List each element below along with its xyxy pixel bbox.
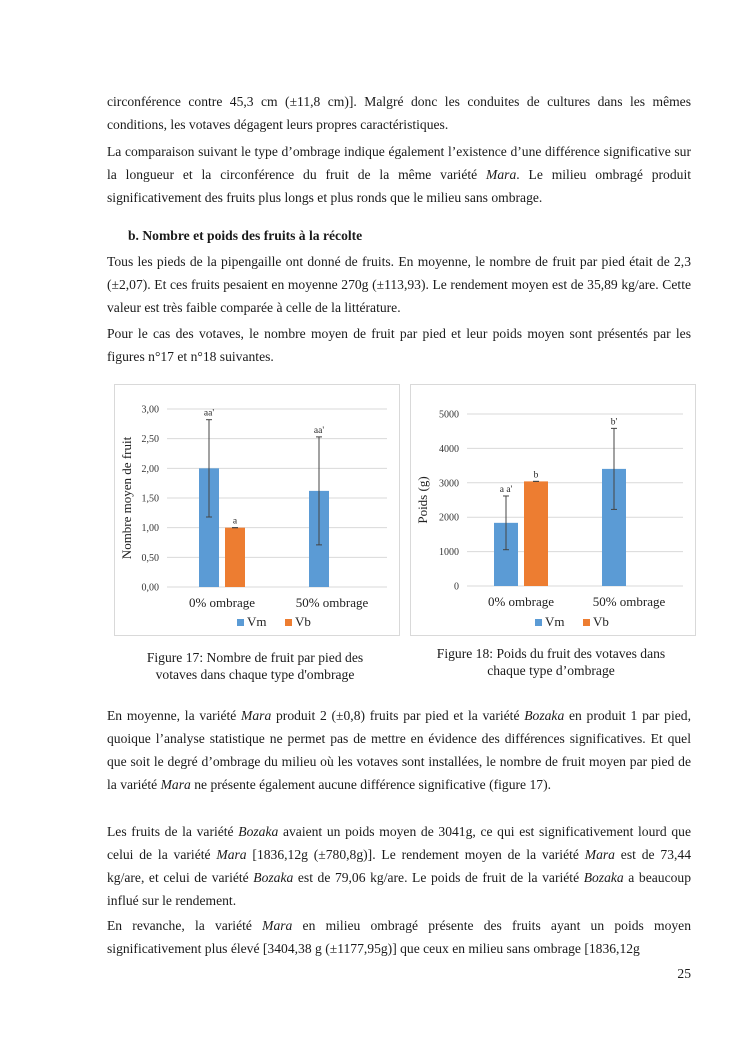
figure-17-caption: Figure 17: Nombre de fruit par pied des votaves dans chaque type d'ombrage	[146, 650, 364, 682]
fig17-y-tick-label: 2,50	[141, 434, 159, 446]
fig17-y-tick-label: 2,00	[141, 463, 159, 475]
fig17-significance-label: a	[232, 516, 238, 527]
fig17-legend-swatch-vb	[285, 619, 292, 626]
fig17-y-tick-label: 1,00	[141, 523, 159, 535]
fig17-y-tick-label: 3,00	[141, 404, 159, 416]
figure-17-chart	[114, 384, 400, 636]
fig18-legend-label: Vm	[545, 614, 565, 629]
fig17-y-axis-label: Nombre moyen de fruit	[119, 436, 134, 560]
fig17-significance-label: aa'	[203, 408, 215, 419]
page-number: 25	[677, 966, 691, 981]
fig17-y-tick-label: 1,50	[141, 493, 159, 505]
fig17-bar-vb	[225, 528, 245, 587]
fig17-legend-label: Vm	[247, 614, 267, 629]
figure-18-caption: Figure 18: Poids du fruit des votaves dans chaque type d’ombrage	[436, 646, 666, 678]
paragraph-pipengaille: Tous les pieds de la pipengaille ont donné de fruits. En moyenne, le nombre de fruit par pied était de 2,3 (±2,07). Et ces fruits pesaient en moyenne 270g (±113,93). Le rendement moyen est de 35,89 kg/are. Cette valeur est très faible comparée à celle de la littérature.	[107, 254, 691, 315]
fig18-y-axis-label: Poids (g)	[415, 476, 430, 524]
fig18-significance-label: b	[533, 470, 539, 481]
fig18-y-tick-label: 1000	[439, 547, 459, 559]
fig17-legend-swatch-vm	[237, 619, 244, 626]
fig18-significance-label: a a'	[499, 484, 513, 495]
fig18-y-tick-label: 5000	[439, 409, 459, 421]
fig17-legend-label: Vb	[295, 614, 311, 629]
figure-18-chart	[410, 384, 696, 636]
fig18-legend-swatch-vb	[583, 619, 590, 626]
fig18-category-label: 0% ombrage	[487, 594, 555, 609]
fig18-bar-vb	[524, 481, 548, 586]
fig18-y-tick-label: 3000	[439, 478, 459, 490]
fig17-y-tick-label: 0,00	[141, 582, 159, 594]
fig18-legend-swatch-vm	[535, 619, 542, 626]
fig17-category-label: 0% ombrage	[188, 595, 256, 610]
fig18-category-label: 50% ombrage	[592, 594, 666, 609]
paragraph-ombrage-comparison: La comparaison suivant le type d’ombrage indique également l’existence d’une différence significative sur la longueur et la circonférence du fruit de la même variété Mara. Le milieu ombragé produit significativement des fruits plus longs et plus ronds que le milieu sans ombrage.	[107, 144, 691, 205]
chart-17-svg	[115, 385, 399, 635]
fig17-significance-label: aa'	[313, 425, 325, 436]
fig18-y-tick-label: 0	[454, 581, 459, 593]
fig18-legend-label: Vb	[593, 614, 609, 629]
fig17-y-tick-label: 0,50	[141, 552, 159, 564]
fig18-y-tick-label: 2000	[439, 512, 459, 524]
section-heading: b. Nombre et poids des fruits à la récolte	[128, 228, 363, 243]
fig18-significance-label: b'	[610, 417, 618, 428]
fig18-y-tick-label: 4000	[439, 443, 459, 455]
paragraph-mara-ombrage: En revanche, la variété Mara en milieu ombragé présente des fruits ayant un poids moyen significativement plus élevé [3404,38 g (±1177,95g)] que ceux en milieu sans ombrage [1836,12g	[107, 918, 691, 956]
paragraph-intro: circonférence contre 45,3 cm (±11,8 cm)]. Malgré donc les conduites de cultures dans les mêmes conditions, les votaves dégagent leurs propres caractéristiques.	[107, 94, 691, 132]
fig17-category-label: 50% ombrage	[295, 595, 369, 610]
paragraph-fruit-count: En moyenne, la variété Mara produit 2 (±0,8) fruits par pied et la variété Bozaka en produit 1 par pied, quoique l’analyse statistique ne permet pas de mettre en évidence des différences significatives. Et quel que soit le degré d’ombrage du milieu où les votaves sont installées, le nombre de fruit moyen par pied de la variété Mara ne présente également aucune différence significative (figure 17).	[107, 708, 691, 792]
paragraph-fruit-weight: Les fruits de la variété Bozaka avaient un poids moyen de 3041g, ce qui est significativement lourd que celui de la variété Mara [1836,12g (±780,8g)]. Le rendement moyen de la variété Mara est de 73,44 kg/are, et celui de variété Bozaka est de 79,06 kg/are. Le poids de fruit de la variété Bozaka a beaucoup influé sur le rendement.	[107, 824, 691, 908]
chart-18-svg	[411, 385, 695, 635]
paragraph-figures-intro: Pour le cas des votaves, le nombre moyen de fruit par pied et leur poids moyen sont présentés par les figures n°17 et n°18 suivantes.	[107, 326, 691, 364]
